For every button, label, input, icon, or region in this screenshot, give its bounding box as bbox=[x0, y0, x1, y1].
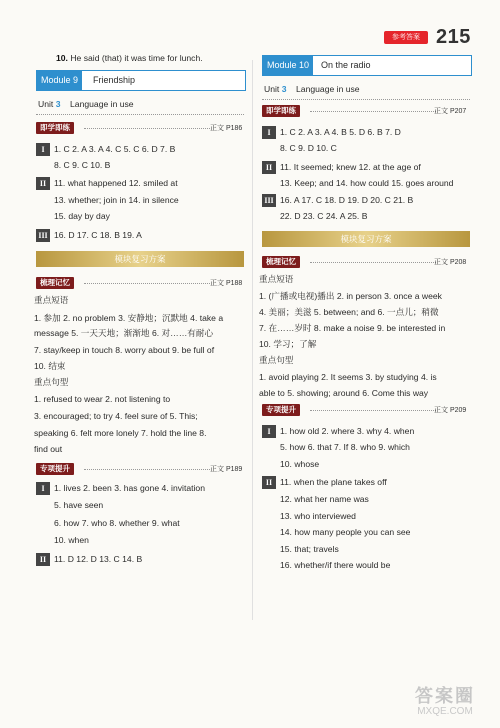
section-ribbon-practice: 即学即练 bbox=[36, 122, 74, 134]
section-banner-review: 模块复习方案 bbox=[262, 231, 470, 247]
answer-line: 5. have seen bbox=[54, 500, 104, 510]
module-tag: Module 10 bbox=[263, 56, 313, 75]
answer-line: 10. whose bbox=[280, 459, 320, 469]
module-tag: Module 9 bbox=[37, 71, 82, 90]
watermark: 答案圈 MXQE.COM bbox=[415, 686, 475, 717]
answer-line: 16. D 17. C 18. B 19. A bbox=[54, 230, 142, 240]
roman-numeral-ii: II bbox=[262, 476, 276, 489]
module-title: Friendship bbox=[93, 75, 136, 85]
divider bbox=[84, 283, 210, 284]
answer-line: 1. how old 2. where 3. why 4. when bbox=[280, 426, 415, 436]
page-reference: 正文 P186 bbox=[210, 125, 243, 132]
heading-key-phrases: 重点短语 bbox=[259, 274, 294, 284]
heading-key-phrases: 重点短语 bbox=[34, 295, 69, 305]
divider bbox=[310, 410, 436, 411]
answer-line: 15. that; travels bbox=[280, 544, 339, 554]
page-reference: 正文 P208 bbox=[434, 259, 467, 266]
page-reference: 正文 P189 bbox=[210, 466, 243, 473]
answer-line: speaking 6. felt more lonely 7. hold the line 8. bbox=[34, 428, 207, 438]
heading-key-sentences: 重点句型 bbox=[259, 355, 294, 365]
left-top-line: 10. He said (that) it was time for lunch. bbox=[56, 53, 203, 63]
section-ribbon-improve: 专项提升 bbox=[36, 463, 74, 475]
answer-line: 12. what her name was bbox=[280, 494, 369, 504]
roman-numeral-i: I bbox=[262, 126, 276, 139]
answer-line: 1. avoid playing 2. It seems 3. by studying 4. is bbox=[259, 372, 437, 382]
answer-line: 7. stay/keep in touch 8. worry about 9. be full of bbox=[34, 345, 215, 355]
section-ribbon-summary: 梳理记忆 bbox=[36, 277, 74, 289]
answer-line: 1. lives 2. been 3. has gone 4. invitation bbox=[54, 483, 205, 493]
section-ribbon-improve: 专项提升 bbox=[262, 404, 300, 416]
module-9-header bbox=[36, 70, 246, 91]
answer-line: 13. Keep; and 14. how could 15. goes around bbox=[280, 178, 454, 188]
divider bbox=[310, 111, 436, 112]
answer-line: 11. It seemed; knew 12. at the age of bbox=[280, 162, 421, 172]
roman-numeral-ii: II bbox=[36, 553, 50, 566]
unit-line: Unit 3 Language in use bbox=[38, 99, 134, 109]
divider bbox=[36, 114, 244, 115]
divider bbox=[262, 99, 470, 100]
answer-line: 16. A 17. C 18. D 19. D 20. C 21. B bbox=[280, 195, 414, 205]
roman-numeral-ii: II bbox=[262, 161, 276, 174]
section-ribbon-summary: 梳理记忆 bbox=[262, 256, 300, 268]
divider bbox=[310, 262, 436, 263]
answer-line: 6. how 7. who 8. whether 9. what bbox=[54, 518, 180, 528]
answer-line: 5. how 6. that 7. If 8. who 9. which bbox=[280, 442, 410, 452]
answer-line: 1. C 2. A 3. A 4. C 5. C 6. D 7. B bbox=[54, 144, 176, 154]
unit-line: Unit 3 Language in use bbox=[264, 84, 360, 94]
answer-line: 4. 美丽；美滋 5. between; and 6. 一点儿；稍微 bbox=[259, 307, 439, 317]
answer-line: 11. D 12. D 13. C 14. B bbox=[54, 554, 143, 564]
answer-line: 7. 在……岁时 8. make a noise 9. be interested in bbox=[259, 323, 446, 333]
page-reference: 正文 P188 bbox=[210, 280, 243, 287]
answer-line: 15. day by day bbox=[54, 211, 110, 221]
module-title: On the radio bbox=[321, 60, 371, 70]
roman-numeral-iii: III bbox=[36, 229, 50, 242]
answer-line: 10. 结束 bbox=[34, 361, 66, 371]
section-banner-review: 模块复习方案 bbox=[36, 251, 244, 267]
roman-numeral-i: I bbox=[36, 482, 50, 495]
answer-line: message 5. 一天天地；渐渐地 6. 对……有耐心 bbox=[34, 328, 214, 338]
roman-numeral-i: I bbox=[262, 425, 276, 438]
answer-line: 22. D 23. C 24. A 25. B bbox=[280, 211, 368, 221]
answer-line: 11. what happened 12. smiled at bbox=[54, 178, 178, 188]
roman-numeral-i: I bbox=[36, 143, 50, 156]
answer-line: 1. 参加 2. no problem 3. 安静地；沉默地 4. take a bbox=[34, 313, 224, 323]
answer-line: able to 5. showing; around 6. Come this way bbox=[259, 388, 429, 398]
column-divider bbox=[252, 60, 253, 620]
answer-line: 10. 学习；了解 bbox=[259, 339, 317, 349]
answer-line: find out bbox=[34, 444, 63, 454]
divider bbox=[84, 469, 210, 470]
module-10-header bbox=[262, 55, 472, 76]
answer-line: 10. when bbox=[54, 535, 89, 545]
answer-line: 11. when the plane takes off bbox=[280, 477, 387, 487]
answer-line: 1. C 2. A 3. A 4. B 5. D 6. B 7. D bbox=[280, 127, 401, 137]
answer-key-badge: 参考答案 bbox=[384, 31, 428, 44]
answer-line: 1. refused to wear 2. not listening to bbox=[34, 394, 171, 404]
heading-key-sentences: 重点句型 bbox=[34, 377, 69, 387]
page-reference: 正文 P207 bbox=[434, 108, 467, 115]
page-number: 215 bbox=[436, 26, 471, 48]
answer-line: 13. whether; join in 14. in silence bbox=[54, 195, 179, 205]
answer-line: 3. encouraged; to try 4. feel sure of 5. This; bbox=[34, 411, 198, 421]
answer-line: 16. whether/if there would be bbox=[280, 560, 391, 570]
answer-line: 14. how many people you can see bbox=[280, 527, 411, 537]
section-ribbon-practice: 即学即练 bbox=[262, 105, 300, 117]
roman-numeral-iii: III bbox=[262, 194, 276, 207]
page-reference: 正文 P209 bbox=[434, 407, 467, 414]
answer-line: 13. who interviewed bbox=[280, 511, 356, 521]
answer-line: 8. C 9. C 10. B bbox=[54, 160, 111, 170]
answer-line: 8. C 9. D 10. C bbox=[280, 143, 337, 153]
answer-line: 1. (广播或电视)播出 2. in person 3. once a week bbox=[259, 291, 442, 301]
roman-numeral-ii: II bbox=[36, 177, 50, 190]
divider bbox=[84, 128, 210, 129]
